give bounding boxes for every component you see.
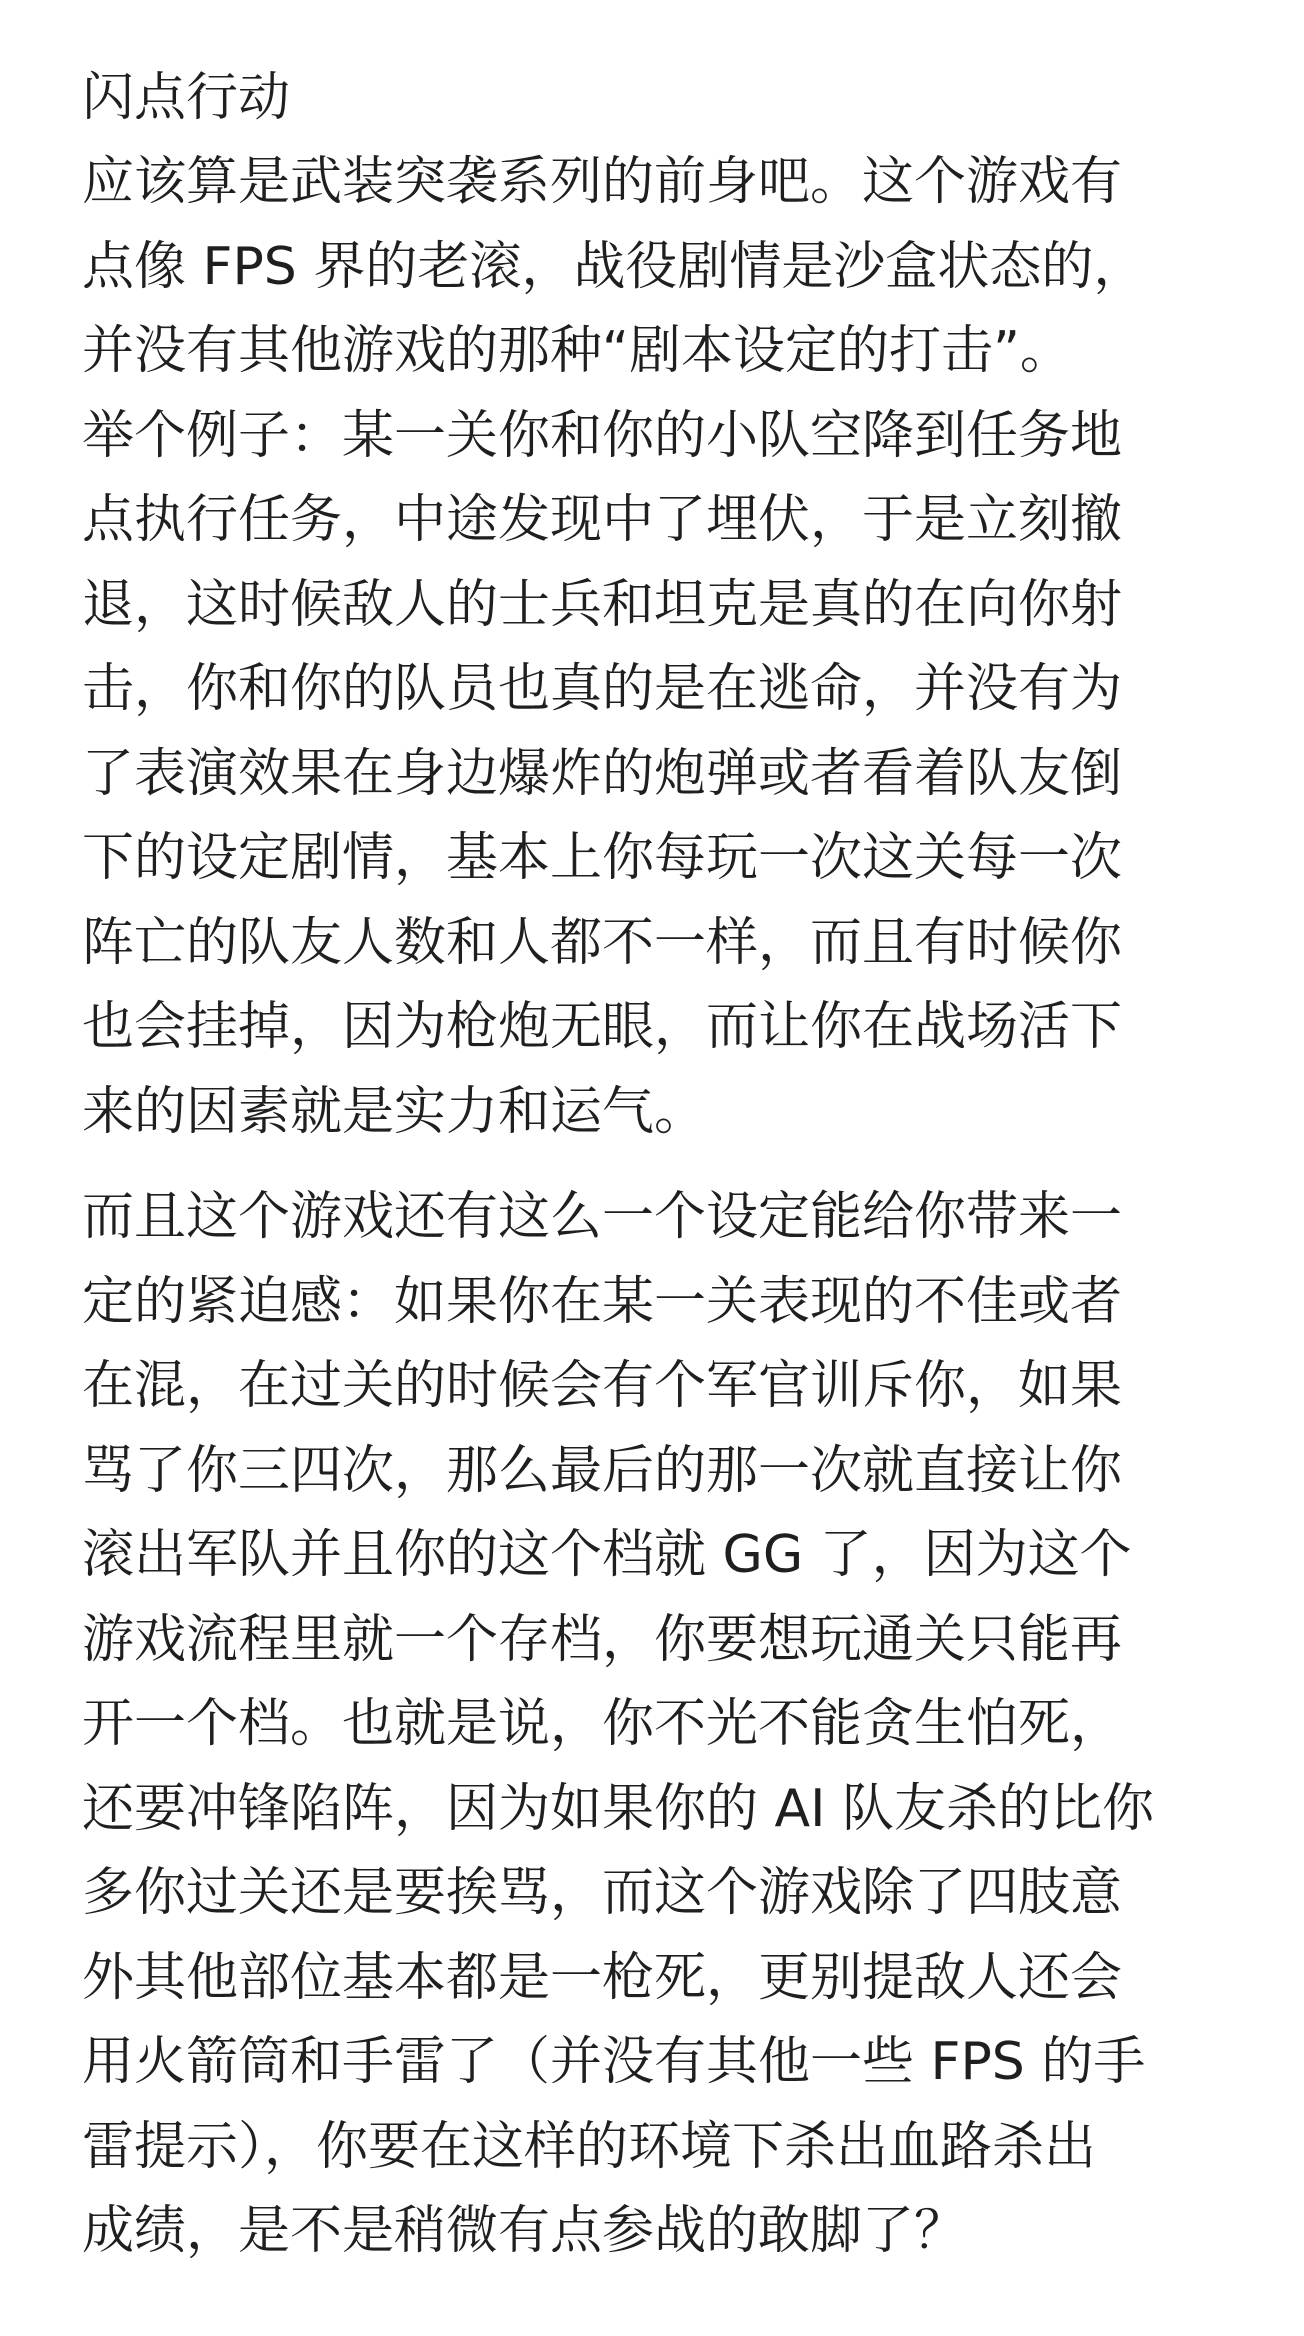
text-line: 外其他部位基本都是一枪死，更别提敌人还会 xyxy=(82,1947,1123,2008)
paragraph-list xyxy=(82,140,1242,2274)
text-line: 举个例子：某一关你和你的小队空降到任务地 xyxy=(82,405,1123,466)
text-line: 滚出军队并且你的这个档就 GG 了，因为这个 xyxy=(82,1525,1132,1585)
article-body xyxy=(82,56,1242,2274)
text-line: 击，你和你的队员也真的是在逃命，并没有为 xyxy=(82,659,1123,719)
text-line: 骂了你三四次，那么最后的那一次就直接让你 xyxy=(82,1440,1123,1501)
text-line: 点像 FPS 界的老滚，战役剧情是沙盒状态的， xyxy=(82,236,1146,297)
text-line: 在混，在过关的时候会有个军官训斥你，如果 xyxy=(82,1356,1123,1416)
text-line: 开一个档。也就是说，你不光不能贪生怕死， xyxy=(82,1694,1123,1754)
text-line: 点执行任务，中途发现中了埋伏，于是立刻撤 xyxy=(82,490,1123,550)
text-line: 雷提示），你要在这样的环境下杀出血路杀出 xyxy=(82,2116,1097,2177)
paragraph xyxy=(82,1175,1242,2274)
text-line: 退，这时候敌人的士兵和坦克是真的在向你射 xyxy=(82,574,1123,635)
text-line: 成绩，是不是稍微有点参战的敢脚了？ xyxy=(82,2201,967,2261)
text-line: 还要冲锋陷阵，因为如果你的 AI 队友杀的比你 xyxy=(82,1778,1154,1839)
text-line: 阵亡的队友人数和人都不一样，而且有时候你 xyxy=(82,912,1123,973)
text-line: 了表演效果在身边爆炸的炮弹或者看着队友倒 xyxy=(82,743,1123,804)
article-title: 闪点行动 xyxy=(82,68,291,128)
text-line: 定的紧迫感：如果你在某一关表现的不佳或者 xyxy=(82,1271,1123,1332)
text-line: 而且这个游戏还有这么一个设定能给你带来一 xyxy=(82,1187,1123,1247)
text-line: 游戏流程里就一个存档，你要想玩通关只能再 xyxy=(82,1609,1123,1670)
text-line: 应该算是武装突袭系列的前身吧。这个游戏有 xyxy=(82,152,1123,212)
paragraph xyxy=(82,140,1242,1154)
text-line: 并没有其他游戏的那种“剧本设定的打击”。 xyxy=(82,321,1072,381)
text-line: 多你过关还是要挨骂，而这个游戏除了四肢意 xyxy=(82,1863,1123,1923)
text-line: 也会挂掉，因为枪炮无眼，而让你在战场活下 xyxy=(82,997,1123,1057)
text-line: 来的因素就是实力和运气。 xyxy=(82,1081,707,1142)
text-line: 下的设定剧情，基本上你每玩一次这关每一次 xyxy=(82,828,1123,888)
text-line: 用火箭筒和手雷了（并没有其他一些 FPS 的手 xyxy=(82,2032,1146,2092)
